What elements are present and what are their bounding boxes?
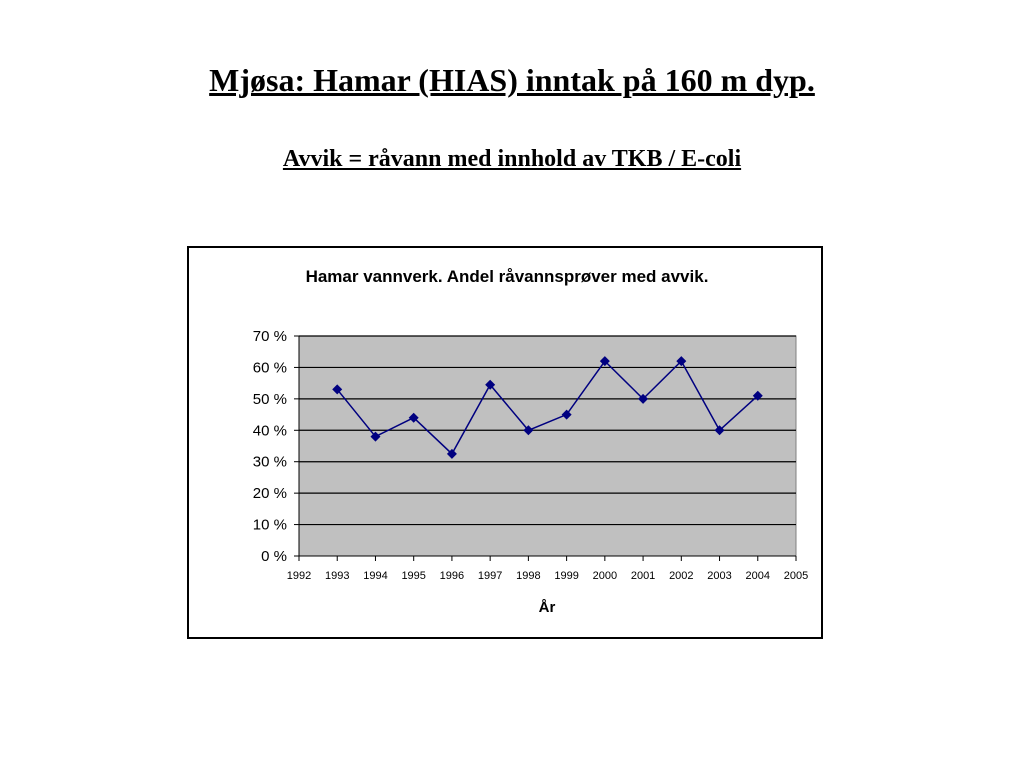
y-tick-label: 70 % [252, 328, 287, 345]
chart-frame [187, 246, 823, 639]
y-tick-label: 0 % [261, 548, 287, 565]
y-tick-label: 60 % [252, 359, 287, 377]
x-tick-label: 2005 [783, 570, 809, 582]
x-tick-label: 1999 [554, 570, 579, 582]
x-tick-label: 2002 [669, 570, 694, 582]
x-axis-label: År [538, 599, 556, 616]
x-tick-label: 1993 [324, 570, 350, 582]
plot-background [299, 336, 796, 556]
x-tick-label: 1995 [401, 570, 426, 582]
x-tick-label: 2001 [630, 570, 656, 582]
slide-subtitle: Avvik = råvann med innhold av TKB / E-coli [282, 146, 742, 172]
plot-area [253, 328, 808, 582]
y-tick-label: 30 % [252, 453, 287, 471]
x-tick-label: 1992 [286, 570, 312, 582]
x-tick-label: 2000 [592, 570, 618, 582]
y-tick-label: 20 % [252, 485, 287, 503]
y-tick-label: 40 % [252, 422, 287, 440]
chart-title: Hamar vannverk. Andel råvannsprøver med avvik. [305, 267, 709, 286]
y-tick-label: 10 % [252, 516, 287, 534]
slide-title: Mjøsa: Hamar (HIAS) inntak på 160 m dyp. [209, 62, 815, 98]
x-tick-label: 2004 [745, 570, 771, 582]
x-tick-label: 1998 [516, 570, 541, 582]
x-tick-label: 1996 [439, 570, 465, 582]
y-tick-label: 50 % [252, 390, 287, 408]
x-tick-label: 1997 [477, 570, 503, 582]
x-tick-label: 1994 [363, 570, 388, 582]
x-tick-label: 2003 [707, 570, 732, 582]
line-chart [189, 248, 821, 637]
